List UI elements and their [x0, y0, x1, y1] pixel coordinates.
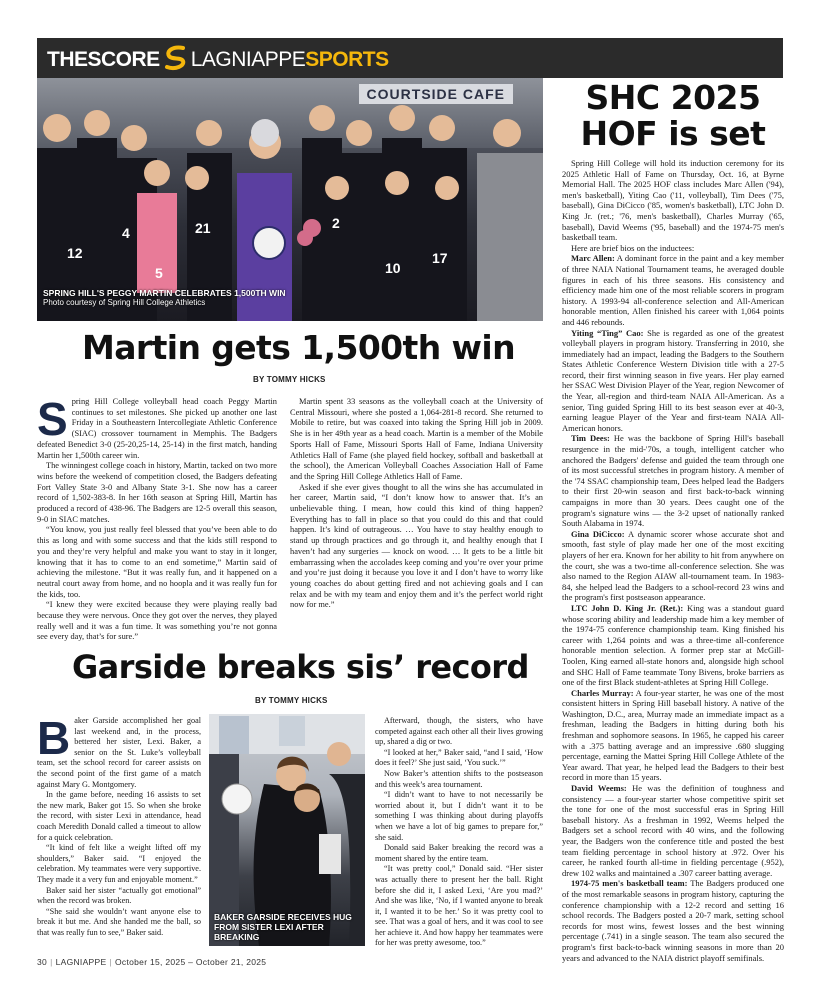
martin-para-3: “You know, you just really feel blessed that you’ve been able to do this as long and with some success and that the kids still respond to you and they’re very helpful and make you want to stay in it longer, knowing that it has to come to an end sometime,” Martin said of achieving the milestone. “But it was really fun, and it happened on a neutral court away from home, and no hoopla and it was really fun for the kids, too.	[37, 525, 277, 599]
photo1-credit: Photo courtesy of Spring Hill College Athletics	[43, 298, 206, 307]
the-score-logo	[47, 44, 389, 74]
photo2-caption-line1: BAKER GARSIDE RECEIVES HUG	[214, 912, 352, 922]
martin-para-1: Spring Hill College volleyball head coach Peggy Martin continues to set milestones. She picked up another one last Friday in a Southeastern Intercollegiate Athletic Conference (SIAC) crossover tournament in Memphis. The Badgers defeated Benedict 3-0 (25-20,25-14, 25-14) in the first match, handing Martin her 1,500th career win.	[37, 393, 277, 460]
svg-text:5: 5	[155, 265, 163, 281]
lagniappe-swirl-icon	[163, 45, 189, 73]
hof-brief: Here are brief bios on the inductees:	[571, 242, 695, 253]
courtside-cafe-sign: COURTSIDE CAFE	[359, 84, 513, 104]
bio-king: LTC John D. King Jr. (Ret.): King was a standout guard whose scoring ability and leadership made him a key member of the 1974-75 conference championship team. King finished his career with 1,264 points and was a three-time all-conference honorable mention selection. A former prep star at McGill-Toolen, King earned all-state honors and, alongside high school and SHC Hall of Fame teammate Tony Bivens, broke barriers as one of the first Black student-athletes at Spring Hill College.	[562, 602, 785, 688]
garside-para-9: “I didn’t want to have to not necessarily be worried about it, but I didn’t want it to be something I was thinking about during playoffs when we have a lot of big games to prepare for,” she said.	[375, 790, 543, 842]
martin-col2	[290, 397, 543, 611]
bio-cao: Yiting “Ting” Cao: She is regarded as one of the greatest volleyball players in program history. Transferring in 2010, she immediately had an impact, leading the Badgers to the Southern States Athletic Conference Western Division title with a 27-5 record, their first winning season in five years. Her play earned her SSAC West Division Player of the Year, region Newcomer of the Year, all-region and third-team NAIA All-American. As a senior, Ting guided Spring Hill to its best season ever at 40-3, earning league Player of the Year and first-team NAIA All-American honors.	[562, 327, 784, 433]
garside-para-4: Baker said her sister “actually got emotional” when the record was broken.	[37, 885, 201, 906]
photo2-caption-line2: FROM SISTER LEXI AFTER BREAKING	[214, 922, 324, 942]
photo1-caption-title: SPRING HILL'S PEGGY MARTIN CELEBRATES 1,500TH WIN	[43, 288, 286, 298]
martin-col1	[37, 393, 277, 643]
garside-col1	[37, 712, 201, 938]
garside-para-6: Afterward, though, the sisters, who have competed against each other all their lives growing up, shared a dig or two.	[375, 716, 543, 747]
svg-text:17: 17	[432, 250, 448, 266]
martin-byline: BY TOMMY HICKS	[253, 375, 326, 384]
banner-sports: SPORTS	[305, 47, 389, 71]
svg-text:4: 4	[122, 225, 130, 241]
garside-hug-photo	[209, 714, 365, 946]
svg-text:10: 10	[385, 260, 401, 276]
svg-text:2: 2	[332, 215, 340, 231]
garside-para-1: Baker Garside accomplished her goal last weekend and, in the process, bettered her sister, Lexi. Baker, a senior on the St. Luke’s volleyball team, set the school record for career assists on the second point of the first game of a match against Mary G. Montgomery.	[37, 712, 201, 789]
martin-para-5: Martin spent 33 seasons as the volleyball coach at the University of Central Missouri, where she posted a 1,064-281-8 record. She returned to Mobile to retire, but was coaxed into taking the Spring Hill job in 2009. She is in her 49th year as a head coach. Martin is a member of the Mobile Sports Hall of Fame, Missouri Sports Hall of Fame, Indiana University Athletics Hall of Fame (she played field hockey, softball and basketball at the school), the American Volleyball Coaches Association Hall of Fame and the Spring Hill College Athletics Hall of Fame.	[290, 397, 543, 481]
garside-para-7: “I looked at her,” Baker said, “and I said, ‘How does it feel?’ She just said, ‘You suck.’”	[375, 747, 543, 768]
bio-team: 1974-75 men's basketball team: The Badgers produced one of the most remarkable seasons in program history, capturing the conference championship with a 12-2 record and setting 16 school records. The Badgers posted a 20-7 mark, setting school records for most wins, fewest losses and the best winning percentage (.741) in a single season. The team also secured the program's first back-to-back winning seasons in more than 20 years and advanced to the NAIA district playoff semifinals.	[562, 878, 784, 963]
bio-murray: Charles Murray: A four-year starter, he was one of the most consistent hitters in Spring Hill baseball history. A native of the Washington, D.C., area, Murray made an immediate impact as a freshman, leading the Badgers in hitting during both his freshman and sophomore seasons. In 1965, he capped his career with a .375 batting average and an impressive .680 slugging percentage, earning the Mattei Spring Hill College Athlete of the Year award. That year, he helped lead the Badgers to their best record in more than 15 years.	[562, 687, 784, 783]
volleyball-team-photo	[37, 78, 543, 321]
garside-dropcap: B	[37, 712, 71, 764]
photo2-caption	[214, 912, 365, 942]
bio-allen: Marc Allen: A dominant force in the paint and a key member of three NAIA National Tournament teams, he averaged double figures in each of his three seasons. His consistency and efficiency made him one of the most reliable scorers in program history. A 1993-94 all-conference selection and All-American honorable mention, Allen finished his career with 1,064 points and 446 rebounds.	[562, 253, 784, 327]
garside-para-10: Donald said Baker breaking the record was a moment shared by the entire team.	[375, 843, 543, 863]
publication-name: LAGNIAPPE	[55, 957, 107, 967]
team-figures	[37, 78, 543, 321]
hof-column	[562, 80, 784, 963]
garside-para-3: “It kind of felt like a weight lifted off my shoulders,” Baker said. “I enjoyed the celebration. My teammates were very supportive. They made it a very fun and enjoyable moment.”	[37, 843, 201, 884]
bio-dees: Tim Dees: He was the backbone of Spring Hill's baseball resurgence in the mid-'70s, a tough, intelligent catcher who anchored the Badgers' defense and guided the team through one of its most successful stretches in program history. A member of the '74 SSAC championship team, Dees helped lead the Badgers to their first 20-win season and first back-to-back winning campaigns in more than 30 years. Dees caught one of the program's signature wins — the 3-2 upset of nationally ranked South Alabama in 1974.	[562, 433, 785, 529]
garside-headline: Garside breaks sis’ record	[72, 648, 529, 686]
martin-para-4: “I knew they were excited because they were playing really bad because they were nervous. Once they got over the nerves, they played really well and it was a fun time. It was something you’re not gonna see every day, that’s for sure.”	[37, 600, 277, 642]
page-number: 30	[37, 957, 48, 967]
martin-headline: Martin gets 1,500th win	[82, 328, 515, 367]
hof-intro: Spring Hill College will hold its induction ceremony for its 2025 Athletic Hall of Fame on Thursday, Oct. 16, at Byrne Memorial Hall. The 2025 HOF class includes Marc Allen ('94), men's basketball), Yiting Cao ('11, volleyball), Tim Dees ('75, baseball), Gina DiCicco ('85, women's basketball), LTC John D. King Jr. (ret.; '76, men's basketball), Charles Murray ('65, baseball), David Weems ('95, baseball) and the 1974-75 men's basketball team.	[562, 158, 784, 243]
garside-para-5: “She said she wouldn’t want anyone else to break it but me. And she handed me the ball, so that was really fun to see,” Baker said.	[37, 906, 201, 937]
bio-dicicco: Gina DiCicco: A dynamic scorer whose accurate shot and smooth, fast style of play made her one of the most exciting players of her era. Known for her ability to hit from anywhere on the court, she was a two-time all-conference selection. She was also named to the Region AIAW all-tournament team. In 1983-84, she helped lead the Badgers to a school-record 23 wins and the program's first postseason appearance.	[562, 528, 785, 603]
garside-para-11: “It was pretty cool,” Donald said. “Her sister was actually there to present her the ball. Right before she did it, I asked Lexi, ‘Are you mad?’ And she was like, ‘No, if I wanted anyone to break it, I wanted it to be her.’ So it was pretty cool to see. That was a goal of hers, and it was cool to see her achieve it. And how happy her teammates were for her was pretty awesome, too.”	[375, 864, 543, 948]
garside-byline: BY TOMMY HICKS	[255, 696, 328, 705]
hof-headline: SHC 2025 HOF is set	[580, 78, 766, 153]
martin-para-2: The winningest college coach in history, Martin, tacked on two more wins before the weekend of competition closed, the Badgers defeating Fort Valley State 3-0 and Albany State 3-1. She now has a career record of 1,502-383-8. In her 16th season at Spring Hill, Martin has produced a record of 438-96. The Badgers are 12-5 overall this season, 9-0 in SIAC matches.	[37, 461, 277, 524]
martin-para-6: Asked if she ever gives thought to all the wins she has accumulated in her career, Martin said, “I don’t know how to answer that. It’s an unbelievable thing. I mean, how could this kind of thing happen? Everything has to fall in place so that you could do this and that could happen. It’s kind of outrageous. … You have to stay healthy enough to stand up through practices and go through it, and healthy enough that I haven’t had any surgeries — knock on wood. … It gets to be a little bit embarrassing when the accolades keep coming and you’re over your prime and you’re just doing it because you love it and I don’t have to worry like young coaches do about getting fired and not achieving goals and I can relax and be with my team and enjoy them and it’s the perfect world right now for me.”	[290, 482, 543, 610]
garside-para-2: In the game before, needing 16 assists to set the new mark, Baker got 15. So when she broke the record, with sister Lexi in attendance, head coach Meredith Donald called a timeout to allow for a quick celebration.	[37, 790, 201, 842]
garside-para-8: Now Baker’s attention shifts to the postseason and this week’s area tournament.	[375, 768, 543, 789]
photo1-caption	[43, 288, 286, 307]
svg-text:12: 12	[67, 245, 83, 261]
martin-dropcap: S	[37, 393, 68, 445]
page-footer: 30 | LAGNIAPPE | October 15, 2025 – October 21, 2025	[37, 957, 267, 967]
section-banner	[37, 38, 783, 78]
bio-weems: David Weems: He was the definition of toughness and consistency — a four-year starter whose competitive spirit set the tone for one of the most successful eras in Spring Hill baseball history. As a freshman in 1992, Weems helped the Badgers set a school record with 40 wins, and the following year, the Badgers won the conference title and posted the best team fielding percentage in school history at .972. Over his career, he ranked fourth all-time in fielding percentage (.952), drew 102 walks and maintained a .307 career batting average.	[562, 783, 785, 878]
banner-the-score: THESCORE	[47, 47, 160, 71]
hof-body	[562, 158, 784, 963]
banner-lagniappe: LAGNIAPPE	[190, 47, 306, 71]
garside-col2	[375, 716, 543, 949]
svg-text:21: 21	[195, 220, 211, 236]
issue-dates: October 15, 2025 – October 21, 2025	[114, 957, 267, 967]
